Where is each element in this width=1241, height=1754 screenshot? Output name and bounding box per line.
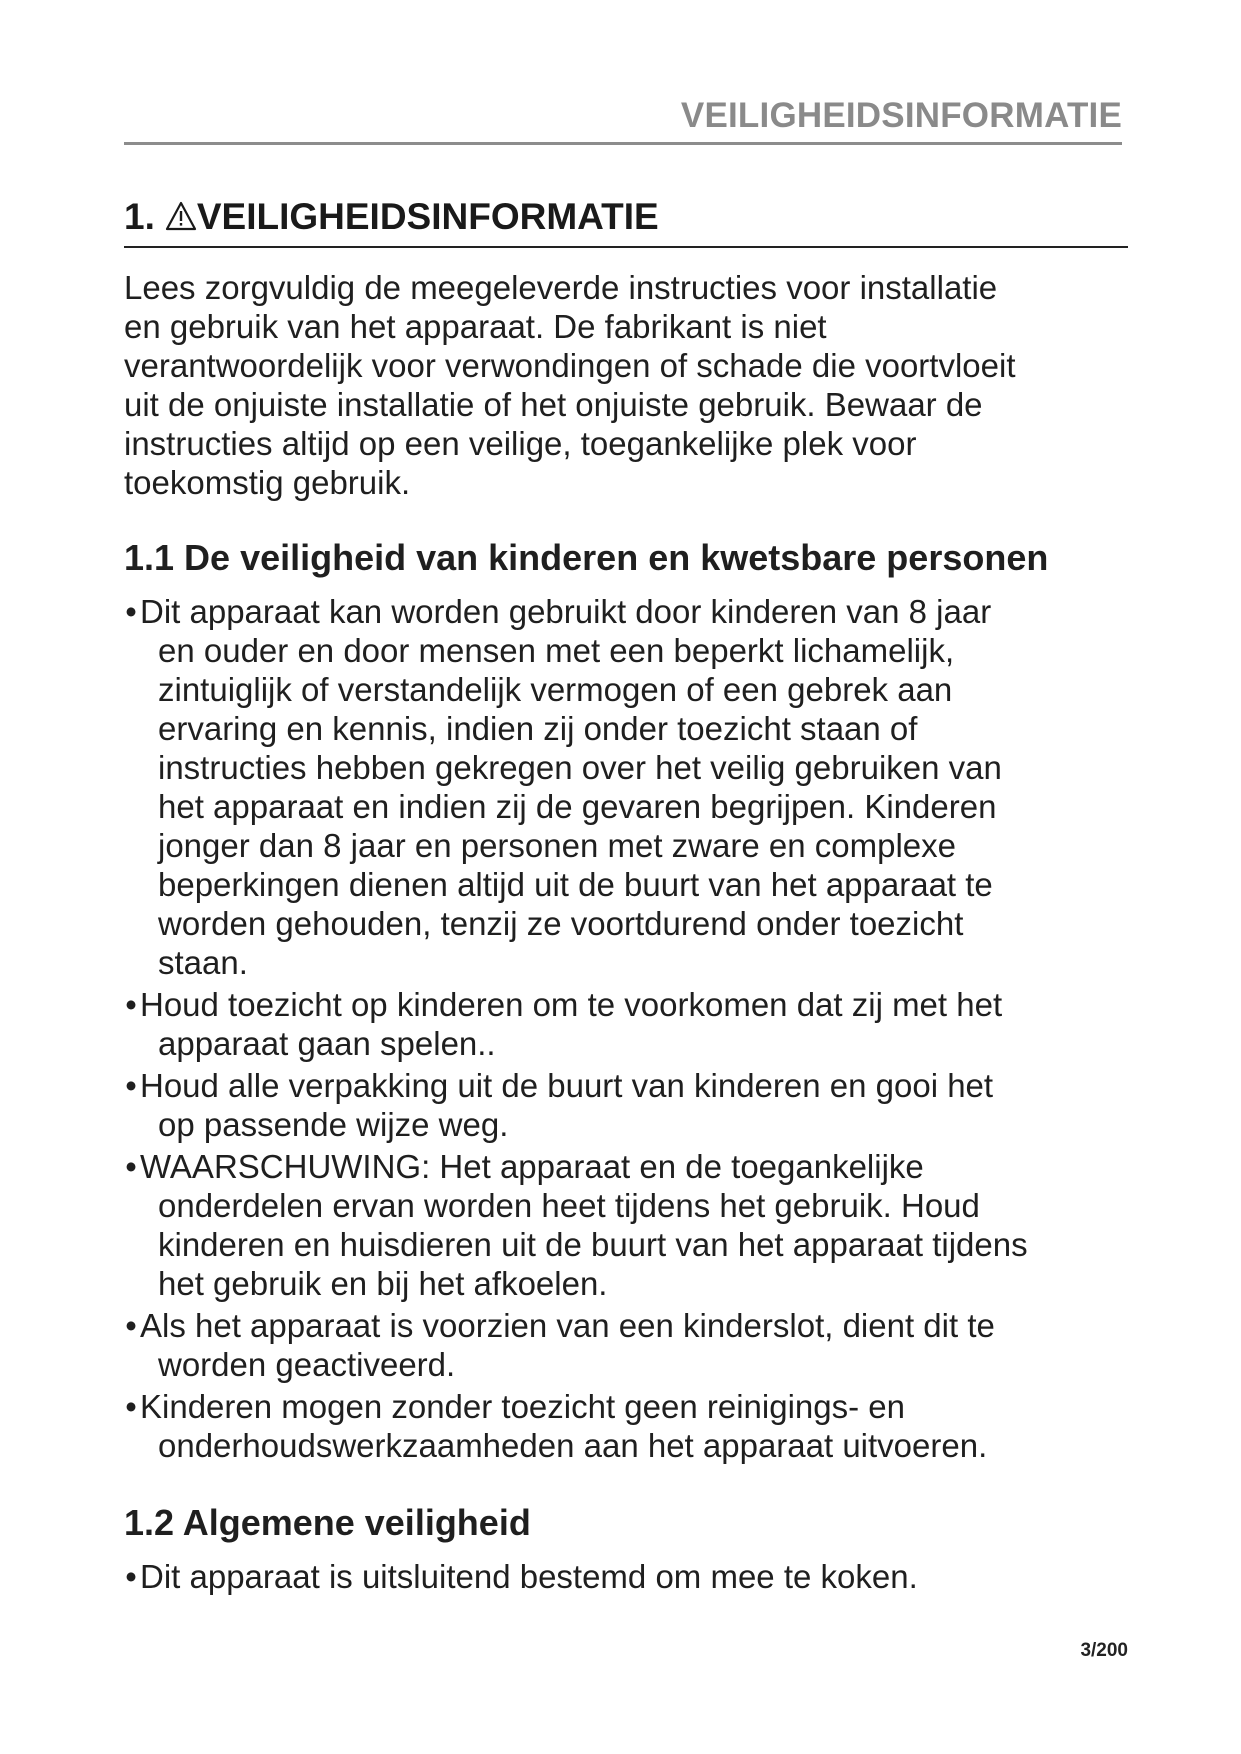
list-item-first-line: Dit apparaat is uitsluitend bestemd om mee te koken. xyxy=(140,1558,918,1595)
warning-triangle-icon xyxy=(165,201,197,231)
bullet-icon: • xyxy=(125,1388,137,1425)
list-item xyxy=(124,1387,1134,1465)
intro-paragraph: Lees zorgvuldig de meegeleverde instructies voor installatie en gebruik van het apparaat. De fabrikant is niet verantwoordelijk voor verwondingen of schade die voortvloeit uit de onjuiste installatie of het onjuiste gebruik. Bewaar de instructies altijd op een veilige, toegankelijke plek voor toekomstig gebruik. xyxy=(124,269,1016,501)
list-item xyxy=(124,1066,1134,1144)
list-item xyxy=(124,985,1134,1063)
list-item-continuation: op passende wijze weg. xyxy=(158,1106,509,1143)
list-item-first-line: WAARSCHUWING: Het apparaat en de toegankelijke xyxy=(140,1148,924,1185)
list-item-first-line: Houd toezicht op kinderen om te voorkomen dat zij met het xyxy=(140,986,1003,1023)
bullet-icon: • xyxy=(125,1067,137,1104)
bullet-icon: • xyxy=(125,593,137,630)
bullet-icon: • xyxy=(125,1148,137,1185)
chapter-title xyxy=(124,196,1128,248)
list-item xyxy=(124,1306,1134,1384)
bullet-icon: • xyxy=(125,1558,137,1595)
list-item-first-line: Als het apparaat is voorzien van een kinderslot, dient dit te xyxy=(140,1307,995,1344)
children-safety-list xyxy=(124,592,1134,1468)
list-item xyxy=(124,1147,1134,1303)
list-item-continuation: onderhoudswerkzaamheden aan het apparaat uitvoeren. xyxy=(158,1427,988,1464)
list-item xyxy=(124,1557,1134,1596)
list-item-first-line: Kinderen mogen zonder toezicht geen reinigings- en xyxy=(140,1388,905,1425)
bullet-icon: • xyxy=(125,986,137,1023)
section-heading-children-safety: 1.1 De veiligheid van kinderen en kwetsbare personen xyxy=(124,537,1049,578)
list-item-continuation: en ouder en door mensen met een beperkt lichamelijk, zintuiglijk of verstandelijk vermogen of een gebrek aan ervaring en kennis, indien zij onder toezicht staan of instructies hebben gekregen over het veilig gebruiken van het apparaat en indien zij de gevaren begrijpen. Kinderen jonger dan 8 jaar en personen met zware en complexe beperkingen dienen altijd uit de buurt van het apparaat te worden gehouden, tenzij ze voortdurend onder toezicht staan. xyxy=(158,632,1002,981)
chapter-number: 1. xyxy=(124,196,155,237)
list-item-continuation: onderdelen ervan worden heet tijdens het gebruik. Houd kinderen en huisdieren uit de buurt van het apparaat tijdens het gebruik en bij het afkoelen. xyxy=(158,1187,1028,1302)
list-item-first-line: Houd alle verpakking uit de buurt van kinderen en gooi het xyxy=(140,1067,994,1104)
section-heading-general-safety: 1.2 Algemene veiligheid xyxy=(124,1502,531,1543)
general-safety-list xyxy=(124,1557,1134,1599)
chapter-title-text: VEILIGHEIDSINFORMATIE xyxy=(196,196,659,237)
page-number: 3/200 xyxy=(1080,1640,1128,1661)
running-header-title: VEILIGHEIDSINFORMATIE xyxy=(680,96,1122,135)
running-header xyxy=(124,90,1122,145)
list-item-continuation: worden geactiveerd. xyxy=(158,1346,456,1383)
list-item-first-line: Dit apparaat kan worden gebruikt door kinderen van 8 jaar xyxy=(140,593,992,630)
list-item xyxy=(124,592,1134,982)
list-item-continuation: apparaat gaan spelen.. xyxy=(158,1025,496,1062)
bullet-icon: • xyxy=(125,1307,137,1344)
